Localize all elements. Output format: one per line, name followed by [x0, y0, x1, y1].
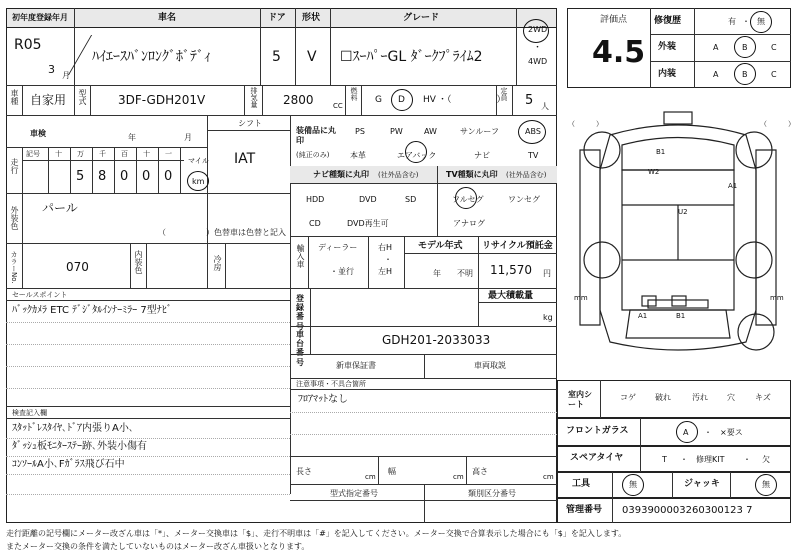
car-name-label: 車名 — [158, 13, 177, 23]
interior-burn: コゲ — [620, 393, 636, 402]
exterior-b: B — [742, 43, 748, 52]
recycle-label: リサイクル預託金 — [482, 241, 553, 251]
navi-sd: SD — [405, 195, 417, 204]
inspector-line-3: ｺﾝｿｰﾙA小､Fｶﾞﾗｽ飛び石中 — [12, 459, 125, 470]
tv-type-sub: (社外品含む) — [506, 171, 547, 179]
shaken-label: 車検 — [30, 129, 46, 138]
equip-tv: TV — [528, 151, 539, 160]
car-name-value: ﾊｲｴｰｽﾊﾞﾝﾛﾝｸﾞﾎﾞﾃﾞｨ — [92, 49, 211, 65]
drive-4wd: 4WD — [528, 57, 548, 66]
capacity-unit: 人 — [541, 102, 549, 111]
exterior-grade-label: 外装 — [658, 42, 677, 52]
diagram-label-u2: U2 — [678, 208, 688, 216]
new-car-warranty-label: 新車保証書 — [336, 361, 376, 370]
mileage-head-4: 百 — [121, 150, 128, 158]
spare-repair-kit: 修理KIT — [696, 455, 725, 464]
grade-value: ☐ｽｰﾊﾟｰGL ﾀﾞｰｸﾌﾟﾗｲﾑ2 — [340, 49, 483, 65]
height-unit: cm — [543, 473, 554, 481]
grade-label: グレード — [403, 13, 440, 23]
import-dealer: ディーラー — [318, 243, 358, 252]
footer-note-line-1: 走行距離の記号欄にメーター改ざん車は「*」、メーター交換車は「$」、走行不明車は「#」を記入してください。メーター交換で合算表示した場合にも「$」を記入します。 — [6, 529, 627, 538]
width-label: 幅 — [388, 467, 396, 476]
class-number-label: 類別区分番号 — [468, 489, 516, 498]
equip-navi: ナビ — [474, 151, 490, 160]
mileage-head-0: 記号 — [26, 150, 40, 158]
diagram-paren-tr: （ ） — [760, 120, 795, 128]
shaken-month-unit: 月 — [184, 133, 192, 142]
mileage-head-2: 万 — [77, 150, 84, 158]
inspector-line-1: ｽﾀｯﾄﾞﾚｽﾀｲﾔ､ﾄﾞｱ内張りA小､ — [12, 423, 134, 434]
interior-color-label: 内装色 — [134, 250, 143, 274]
mileage-head-5: 十 — [143, 150, 150, 158]
front-glass-a-circle — [676, 421, 698, 443]
interior-stain: 汚れ — [692, 393, 708, 402]
navi-type-label: ナビ種類に丸印 — [313, 170, 369, 179]
kind-value: 自家用 — [30, 93, 67, 107]
equip-abs-circle — [518, 120, 546, 144]
spare-dot-1: ・ — [680, 455, 688, 464]
equip-sunroof: サンルーフ — [460, 127, 499, 136]
repair-history-label: 修復歴 — [654, 16, 682, 26]
spare-dot-2: ・ — [743, 455, 751, 464]
notes-label: 注意事項・不具合箇所 — [296, 380, 366, 388]
model-year-label: モデル年式 — [418, 241, 463, 251]
diagram-label-w2: W2 — [648, 168, 660, 176]
repair-yes: 有 — [728, 17, 736, 26]
equipment-sub: (純正のみ) — [296, 151, 330, 159]
tv-analog: アナログ — [453, 219, 485, 228]
diagram-label-b1-rear: B1 — [676, 312, 686, 320]
import-right-h: 右H — [378, 243, 393, 252]
management-value: 0393900003260300123 7 — [622, 505, 753, 516]
equipment-label: 装備品に丸印 — [296, 126, 336, 146]
first-reg-era: R05 — [14, 37, 42, 53]
tools-value: 無 — [629, 480, 637, 489]
interior-tear: 破れ — [655, 393, 671, 402]
interior-hole: 穴 — [727, 393, 735, 402]
model-value: 3DF-GDH201V — [118, 93, 206, 107]
jack-value-circle — [755, 474, 777, 496]
interior-a: A — [713, 70, 719, 79]
mileage-digit: 8 — [98, 169, 107, 184]
equip-airbag: エアバック — [397, 151, 437, 160]
fuel-g: G — [375, 95, 382, 105]
navi-hdd: HDD — [306, 195, 325, 204]
shape-value: V — [307, 49, 317, 65]
exterior-color-label: 外装色 — [10, 206, 19, 230]
drive-2wd: 2WD — [528, 25, 548, 34]
sales-point-label: セールスポイント — [12, 291, 68, 299]
registration-label: 登録番号 — [296, 294, 304, 331]
front-glass-a: A — [683, 428, 689, 437]
disp-unit: CC — [333, 102, 343, 110]
spare-t: T — [662, 455, 667, 464]
tools-value-circle — [622, 474, 644, 496]
type-cert-label: 型式指定番号 — [330, 489, 378, 498]
score-label: 評価点 — [600, 15, 628, 25]
mileage-digit: 0 — [142, 169, 151, 184]
interior-c: C — [771, 70, 777, 79]
mileage-head-1: 十 — [55, 150, 62, 158]
shift-value: IAT — [234, 151, 256, 167]
sales-point-text: ﾊﾞｯｸｶﾒﾗ ETC ﾃﾞｼﾞﾀﾙｲﾝﾅｰﾐﾗｰ 7型ﾅﾋﾞ — [12, 305, 172, 316]
width-unit: cm — [453, 473, 464, 481]
tv-type-label: TV種類に丸印 — [446, 170, 498, 179]
disp-value: 2800 — [283, 93, 314, 107]
kind-label: 車種 — [10, 89, 19, 105]
mileage-head-3: 千 — [99, 150, 106, 158]
equip-airbag-circle — [405, 141, 427, 163]
fuel-paren: ・（ ） — [438, 95, 506, 105]
diagram-label-b1: B1 — [656, 148, 666, 156]
shaken-year-unit: 年 — [128, 133, 136, 142]
spare-tire-label: スペアタイヤ — [570, 453, 624, 463]
notes-text: ﾌﾛｱﾏｯﾄなし — [298, 394, 348, 405]
km-circle — [187, 171, 209, 191]
repair-no-circle — [750, 11, 772, 33]
first-reg-month: 3 — [48, 63, 55, 76]
model-year-unknown: 不明 — [457, 269, 473, 278]
interior-grade-label: 内装 — [658, 69, 677, 79]
mile-label: マイル — [188, 157, 209, 165]
exterior-a: A — [713, 43, 719, 52]
diagram-mm-left: mm — [574, 294, 588, 302]
model-year-unit: 年 — [433, 269, 441, 278]
interior-sheet-label: 室内シート — [568, 390, 592, 409]
diagram-label-a1-right: A1 — [728, 182, 738, 190]
interior-b: B — [742, 70, 748, 79]
door-value: 5 — [272, 49, 281, 65]
first-reg-label: 初年度登録年月 — [12, 13, 68, 22]
inspector-line-2: ﾀﾞｯｼｭ板ﾓﾆﾀｰｽﾃｰ跡､外装小傷有 — [12, 441, 147, 452]
equip-ps: PS — [355, 127, 365, 136]
repair-no: 無 — [757, 17, 765, 26]
interior-b-circle — [734, 63, 756, 85]
diagram-paren-tl: （ ） — [568, 120, 603, 128]
fuel-d-circle — [391, 89, 413, 111]
exterior-c: C — [771, 43, 777, 52]
equip-pw: PW — [390, 127, 403, 136]
navi-dvd-play: DVD再生可 — [347, 219, 389, 228]
diagram-mm-right: mm — [770, 294, 784, 302]
car-damage-diagram — [560, 110, 796, 372]
tv-fullseg: フルセグ — [452, 195, 484, 204]
front-glass-dot: ・ — [704, 428, 712, 437]
vehicle-manual-label: 車両取説 — [474, 361, 506, 370]
equip-abs: ABS — [525, 127, 541, 136]
color-change-note: （ ）色替車は色替と記入 — [158, 228, 286, 237]
tools-label: 工具 — [572, 479, 591, 489]
tv-fullseg-circle — [455, 187, 477, 209]
mileage-digit: 5 — [76, 169, 85, 184]
jack-label: ジャッキ — [684, 479, 720, 489]
first-reg-month-unit: 月 — [62, 71, 70, 80]
cool-label: 冷房 — [213, 255, 222, 271]
door-label: ドア — [268, 13, 286, 23]
equip-leather: 本革 — [350, 151, 366, 160]
colorno-label: カラーNo. — [10, 251, 18, 284]
management-label: 管理番号 — [566, 505, 603, 515]
max-load-label: 最大積載量 — [488, 291, 534, 301]
shift-label: シフト — [238, 119, 262, 128]
mileage-head-6: 一 — [165, 150, 172, 158]
jack-value: 無 — [762, 480, 770, 489]
fuel-d: D — [398, 95, 405, 105]
exterior-color-value: パール — [42, 201, 78, 215]
disp-label: 排気量 — [250, 87, 258, 108]
exterior-b-circle — [734, 36, 756, 58]
front-glass-replace: ×要ス — [720, 428, 743, 437]
import-label: 輸入車 — [296, 244, 305, 268]
fuel-label: 燃料 — [350, 87, 358, 101]
capacity-value: 5 — [525, 93, 534, 108]
length-unit: cm — [365, 473, 376, 481]
recycle-yen: 円 — [543, 269, 551, 278]
mileage-digit: 0 — [164, 169, 173, 184]
navi-dvd: DVD — [359, 195, 377, 204]
spare-missing: 欠 — [762, 455, 770, 464]
chassis-label: 車台番号 — [296, 330, 304, 367]
import-dot: ・ — [384, 255, 392, 264]
model-label: 型式 — [78, 89, 87, 105]
height-label: 高さ — [472, 467, 488, 476]
navi-cd: CD — [309, 219, 321, 228]
max-load-unit: kg — [543, 313, 553, 322]
mileage-digit: 0 — [120, 169, 129, 184]
navi-type-sub: (社外品含む) — [378, 171, 419, 179]
equip-aw: AW — [424, 127, 437, 136]
interior-scratch: キズ — [755, 393, 771, 402]
front-glass-label: フロントガラス — [566, 426, 629, 436]
colorno-value: 070 — [66, 260, 89, 274]
inspector-label: 検査記入欄 — [12, 409, 47, 417]
fuel-hv: HV — [423, 95, 436, 105]
tv-oneseg: ワンセグ — [508, 195, 540, 204]
length-label: 長さ — [296, 467, 312, 476]
chassis-value: GDH201-2033033 — [382, 333, 491, 347]
drive-2wd-circle — [523, 19, 549, 43]
recycle-value: 11,570 — [490, 263, 532, 277]
mileage-label: 走行 — [10, 158, 19, 174]
footer-note-line-2: またメーター交換の条件を満たしていないものはメーター改ざん車扱いとなります。 — [6, 542, 310, 551]
drive-dot: ・ — [533, 43, 543, 53]
shape-label: 形状 — [302, 13, 321, 23]
score-value: 4.5 — [592, 35, 646, 70]
import-parallel: ・並行 — [330, 267, 354, 276]
diagram-label-a1-rear: A1 — [638, 312, 648, 320]
km-label: km — [192, 177, 205, 186]
repair-dot: ・ — [742, 17, 750, 26]
import-left-h: 左H — [378, 267, 393, 276]
capacity-label: 定員 — [500, 87, 508, 101]
